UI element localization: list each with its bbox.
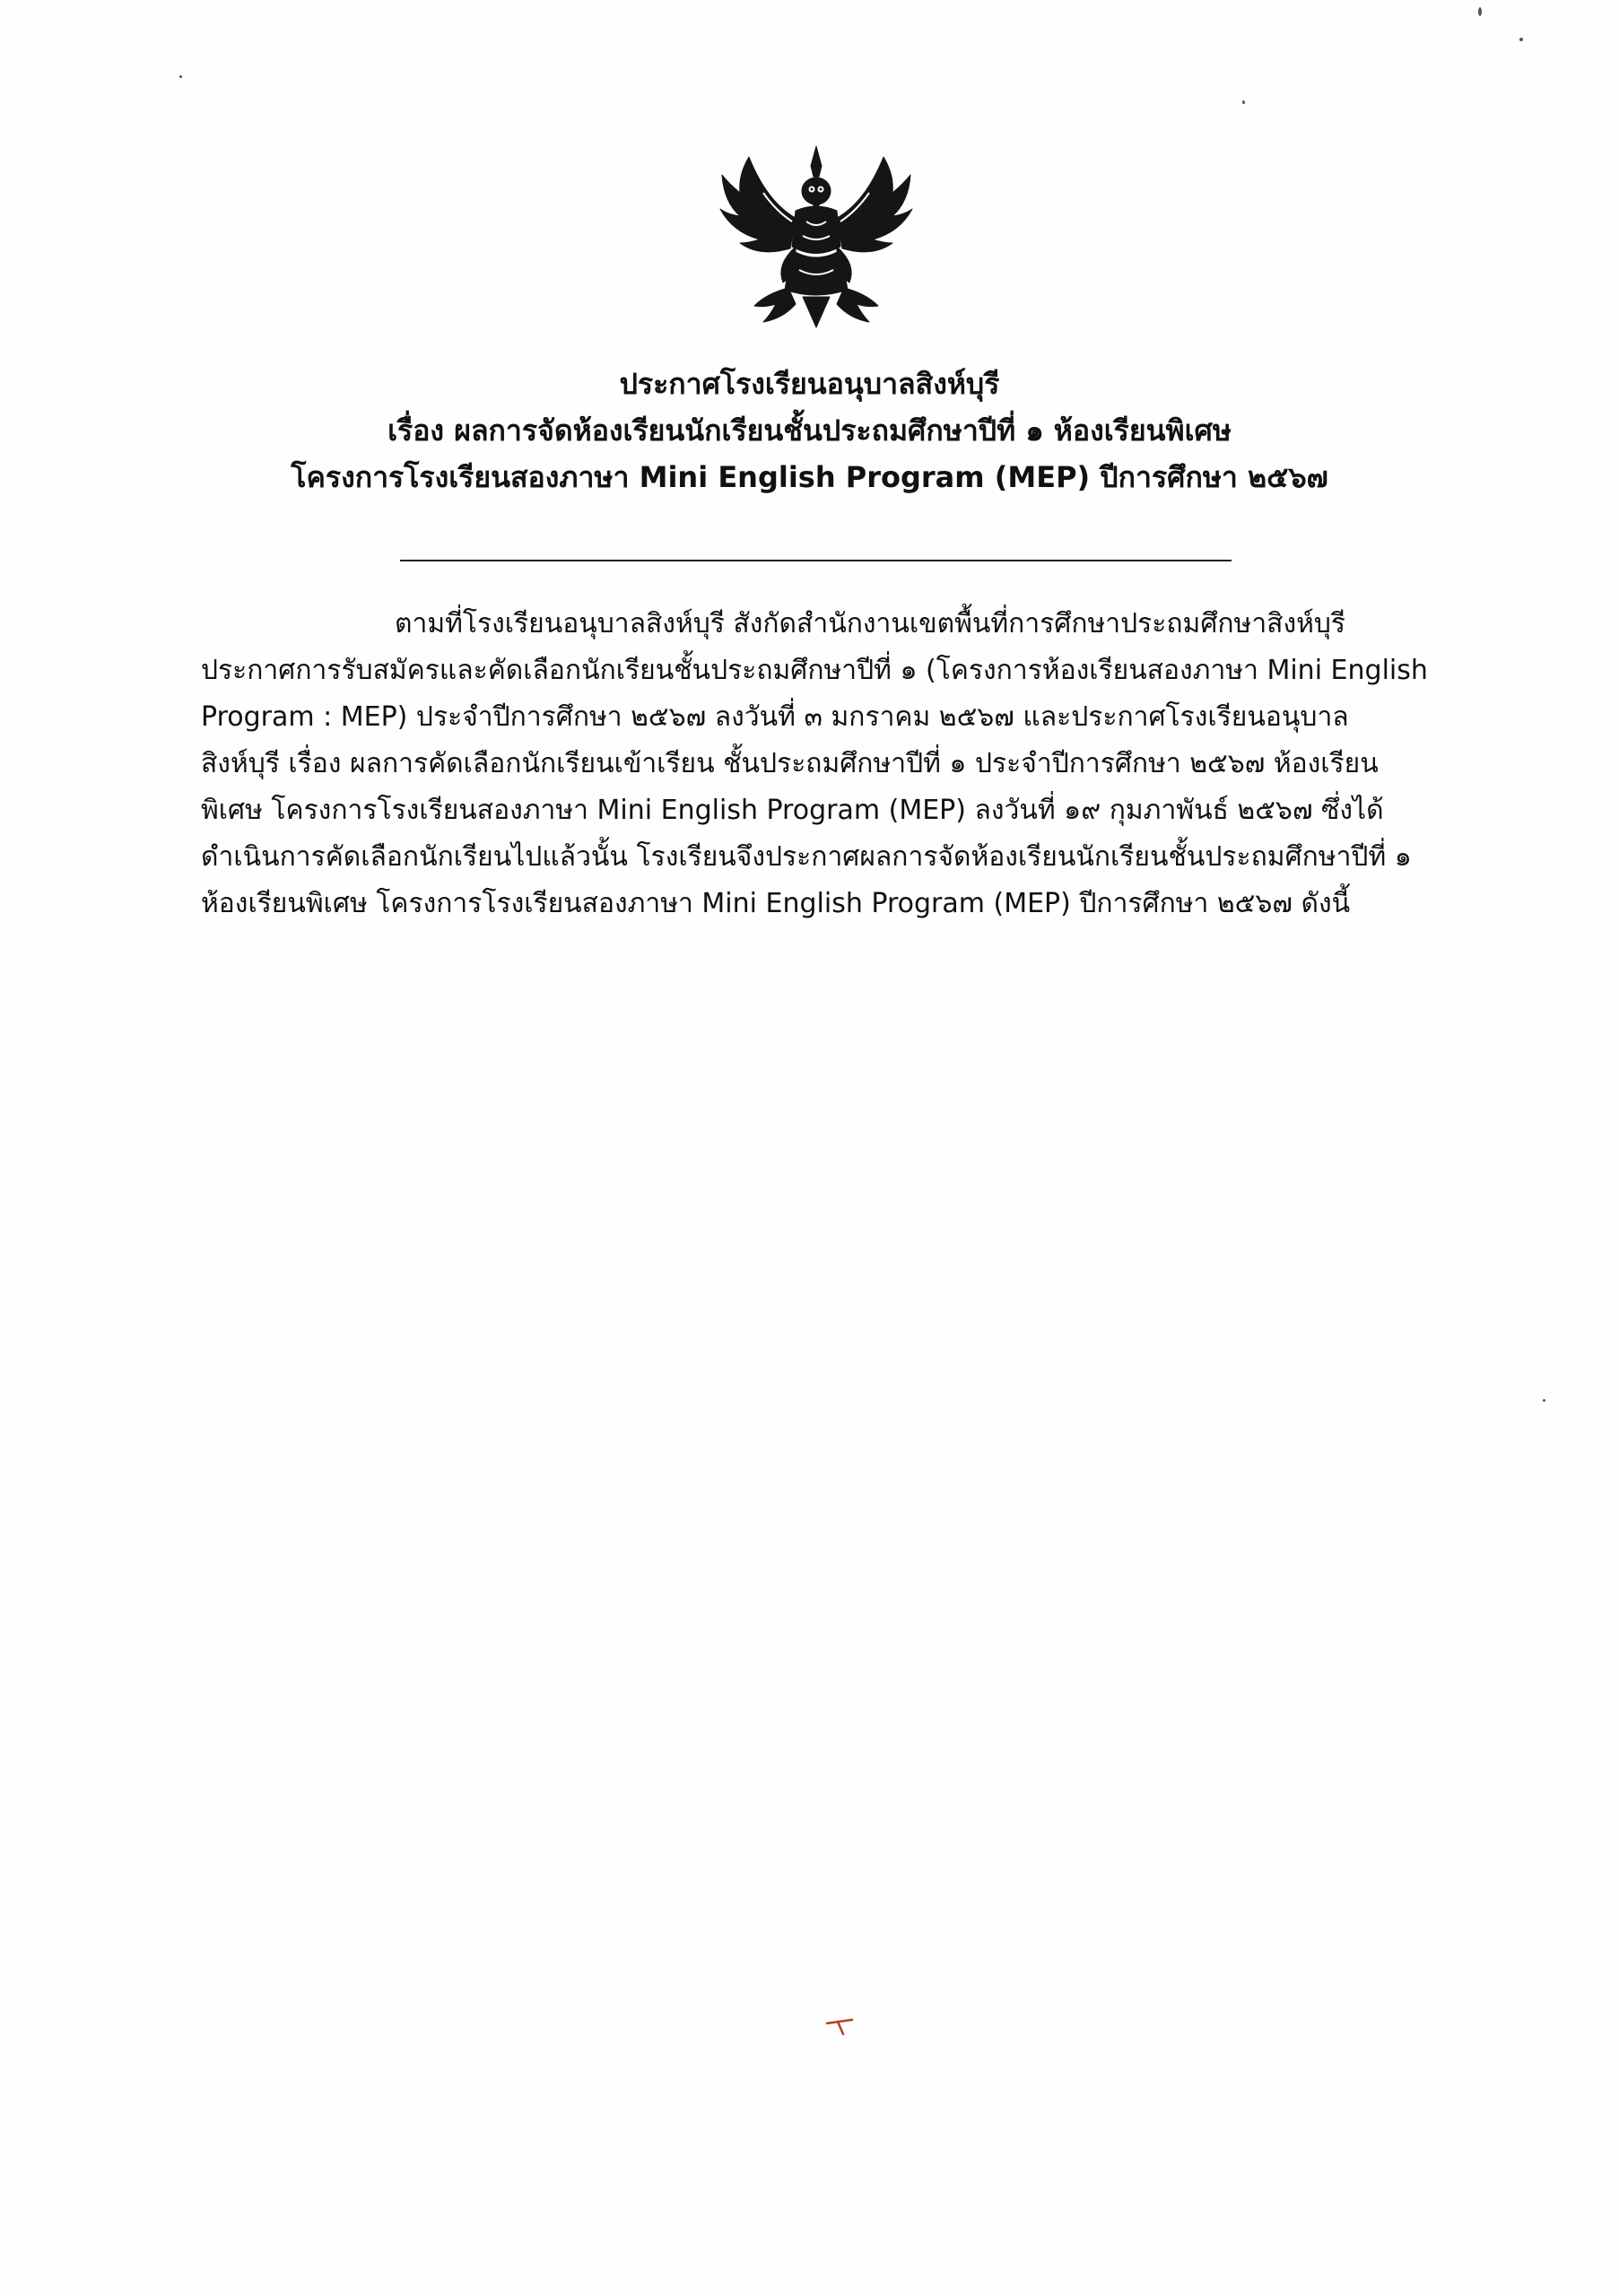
scan-speck [1519,38,1523,41]
announcement-subject: เรื่อง ผลการจัดห้องเรียนนักเรียนชั้นประถมศึกษาปีที่ ๑ ห้องเรียนพิเศษ [387,413,1232,448]
body-line: ตามที่โรงเรียนอนุบาลสิงห์บุรี สังกัดสำนักงานเขตพื้นที่การศึกษาประถมศึกษาสิงห์บุรี [395,608,1346,639]
announcement-title: ประกาศโรงเรียนอนุบาลสิงห์บุรี [619,367,1000,401]
announcement-header [0,368,1619,508]
red-pen-mark [825,2018,856,2036]
header-divider [400,560,1232,561]
body-line: ประกาศการรับสมัครและคัดเลือกนักเรียนชั้นประถมศึกษาปีที่ ๑ (โครงการห้องเรียนสองภาษา Mini English [201,655,1428,686]
body-line: Program : MEP) ประจำปีการศึกษา ๒๕๖๗ ลงวันที่ ๓ มกราคม ๒๕๖๗ และประกาศโรงเรียนอนุบาล [201,701,1349,733]
scan-speck [1242,100,1245,104]
body-line: ดำเนินการคัดเลือกนักเรียนไปแล้วนั้น โรงเรียนจึงประกาศผลการจัดห้องเรียนนักเรียนชั้นประถมศึกษาปีที่ ๑ [201,841,1412,873]
body-line: พิเศษ โครงการโรงเรียนสองภาษา Mini English Program (MEP) ลงวันที่ ๑๙ กุมภาพันธ์ ๒๕๖๗ ซึ่งได้ [201,795,1384,826]
body-line: ห้องเรียนพิเศษ โครงการโรงเรียนสองภาษา Mini English Program (MEP) ปีการศึกษา ๒๕๖๗ ดังนี้ [201,888,1351,919]
scan-speck [179,75,182,78]
body-line: สิงห์บุรี เรื่อง ผลการคัดเลือกนักเรียนเข้าเรียน ชั้นประถมศึกษาปีที่ ๑ ประจำปีการศึกษา ๒๕๖๗ ห้องเรียน [201,748,1379,779]
announcement-program: โครงการโรงเรียนสองภาษา Mini English Program (MEP) ปีการศึกษา ๒๕๖๗ [291,460,1328,494]
scan-speck [1543,1399,1545,1402]
scan-speck [1478,7,1482,16]
garuda-emblem-icon [713,139,919,332]
announcement-body [201,601,1437,927]
